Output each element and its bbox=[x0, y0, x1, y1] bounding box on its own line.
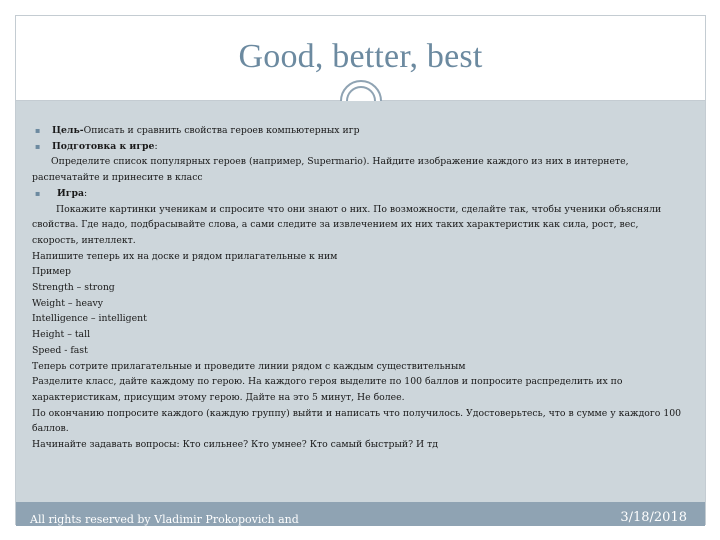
text-line: По окончанию попросите каждого (каждую группу) выйти и написать что получилось. Удостоверьтесь, что в сумме у каждого 100 баллов. bbox=[32, 407, 682, 435]
text-line: Height – tall bbox=[32, 329, 91, 341]
bullet-prep bbox=[32, 139, 685, 155]
goal-label: Цель- bbox=[52, 125, 84, 136]
footer-bar bbox=[16, 502, 705, 526]
text-line: Разделите класс, дайте каждому по герою. На каждого героя выделите по 100 баллов и попросите распределить их по характеристикам, присущим этому герою. Дайте на это 5 минут, Не более. bbox=[32, 376, 623, 403]
text-line: Strength – strong bbox=[32, 282, 115, 294]
text-line: Теперь сотрите прилагательные и проведите линии рядом с каждым существительным bbox=[32, 360, 466, 372]
footer-copyright: All rights reserved by Vladimir Prokopovich and bbox=[30, 513, 299, 526]
game-colon: : bbox=[84, 187, 88, 199]
slide-frame bbox=[15, 15, 706, 525]
prep-label: Подготовка к игре bbox=[52, 140, 155, 152]
text-line: Напишите теперь их на доске и рядом прилагательные к ним bbox=[32, 250, 338, 262]
content-area bbox=[16, 101, 705, 502]
text-line: Начинайте задавать вопросы: Кто сильнее? Кто умнее? Кто самый быстрый? И тд bbox=[32, 439, 438, 451]
slide-title: Good, better, best bbox=[238, 38, 483, 75]
game-label: Игра bbox=[57, 187, 85, 199]
bullet-game bbox=[32, 186, 685, 202]
prep-colon: : bbox=[154, 140, 158, 152]
goal-text: Описать и сравнить свойства героев компьютерных игр bbox=[83, 125, 360, 136]
game-text: Покажите картинки ученикам и спросите что они знают о них. По возможности, сделайте так, чтобы ученики объясняли свойства. Где надо, подбрасывайте слова, а сами следите за извлечением их них таких характеристик как сила, рост, вес, скорость, интеллект. bbox=[32, 203, 662, 246]
slide-content bbox=[32, 123, 685, 453]
text-line: Weight – heavy bbox=[32, 297, 104, 309]
bullet-goal bbox=[32, 123, 685, 139]
text-line: Intelligence – intelligent bbox=[32, 313, 147, 325]
text-line: Пример bbox=[32, 266, 71, 278]
footer-date: 3/18/2018 bbox=[620, 510, 687, 525]
prep-text: Определите список популярных героев (например, Supermario). Найдите изображение каждого из них в интернете, распечатайте и принесите в класс bbox=[32, 156, 629, 184]
text-line: Speed - fast bbox=[32, 344, 88, 356]
